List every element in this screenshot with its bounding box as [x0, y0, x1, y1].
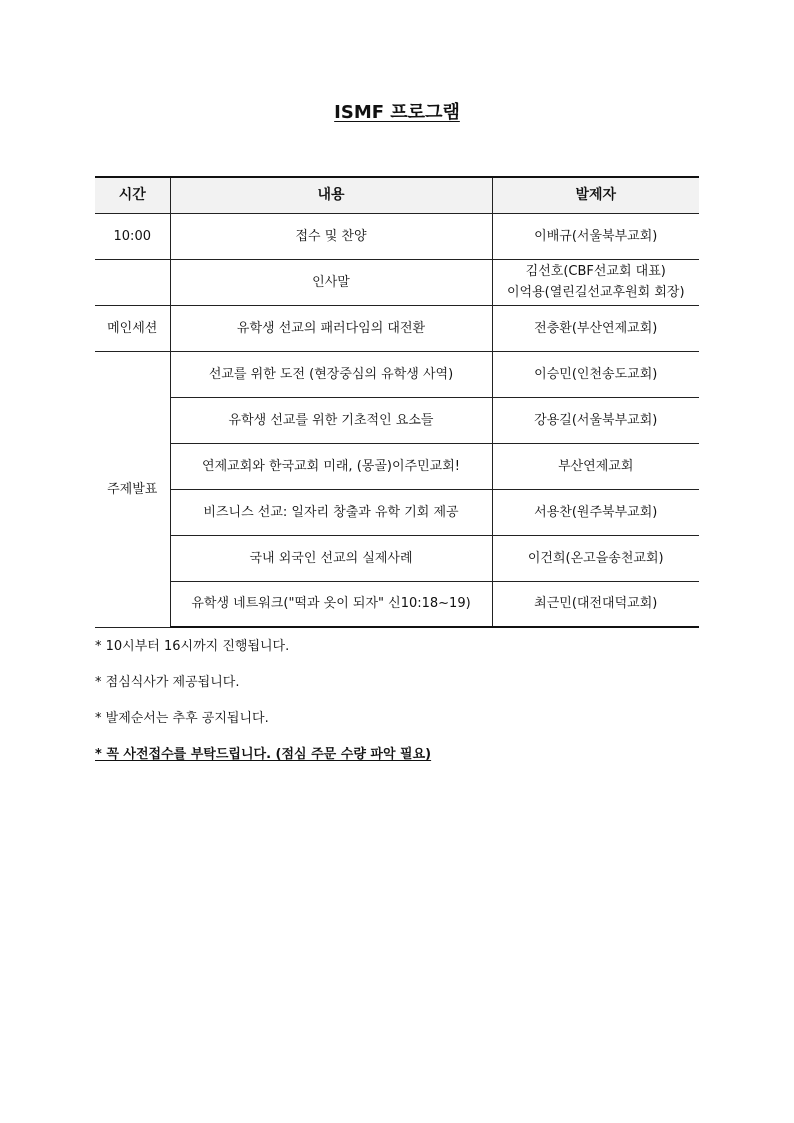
program-table: [95, 176, 699, 628]
time-cell: 주제발표: [95, 351, 170, 627]
speaker-cell: 부산연제교회: [492, 443, 699, 489]
table-row: [95, 443, 699, 489]
content-cell: 국내 외국인 선교의 실제사례: [170, 535, 492, 581]
speaker-cell: [492, 259, 699, 305]
speaker-cell: 강용길(서울북부교회): [492, 397, 699, 443]
time-cell: 메인세션: [95, 305, 170, 351]
table-row: [95, 213, 699, 259]
header-content: 내용: [170, 177, 492, 213]
speaker-cell: 이건희(온고을송천교회): [492, 535, 699, 581]
note-item: * 10시부터 16시까지 진행됩니다.: [95, 639, 290, 654]
table-row: [95, 581, 699, 627]
speaker-cell: 서용찬(원주북부교회): [492, 489, 699, 535]
content-cell: 유학생 선교의 패러다임의 대전환: [170, 305, 492, 351]
speaker-cell: 최근민(대전대덕교회): [492, 581, 699, 627]
table-row: [95, 351, 699, 397]
speaker-cell: 이승민(인천송도교회): [492, 351, 699, 397]
content-cell: 접수 및 찬양: [170, 213, 492, 259]
speaker-cell: 이배규(서울북부교회): [492, 213, 699, 259]
speaker-line: 김선호(CBF선교회 대표): [525, 264, 666, 279]
table-header-row: [95, 177, 699, 213]
time-cell: [95, 259, 170, 305]
table-row: [95, 535, 699, 581]
note-item-emphasis: * 꼭 사전접수를 부탁드립니다. (점심 주문 수량 파악 필요): [95, 747, 432, 762]
page-title: ISMF 프로그램: [334, 102, 460, 123]
table-row: [95, 489, 699, 535]
content-cell: 인사말: [170, 259, 492, 305]
header-time: 시간: [95, 177, 170, 213]
note-item: * 발제순서는 추후 공지됩니다.: [95, 711, 269, 726]
content-cell: 비즈니스 선교: 일자리 창출과 유학 기회 제공: [170, 489, 492, 535]
speaker-cell: 전충환(부산연제교회): [492, 305, 699, 351]
table-row: [95, 259, 699, 305]
content-cell: 선교를 위한 도전 (현장중심의 유학생 사역): [170, 351, 492, 397]
content-cell: 유학생 네트워크("떡과 옷이 되자" 신10:18~19): [170, 581, 492, 627]
content-cell: 연제교회와 한국교회 미래, (몽골)이주민교회!: [170, 443, 492, 489]
notes-list: [95, 638, 705, 782]
note-item: * 점심식사가 제공됩니다.: [95, 675, 240, 690]
table-row: [95, 305, 699, 351]
content-cell: 유학생 선교를 위한 기초적인 요소들: [170, 397, 492, 443]
speaker-line: 이억용(열린길선교후원회 회장): [506, 285, 685, 300]
time-cell: 10:00: [95, 213, 170, 259]
table-row: [95, 397, 699, 443]
header-speaker: 발제자: [492, 177, 699, 213]
